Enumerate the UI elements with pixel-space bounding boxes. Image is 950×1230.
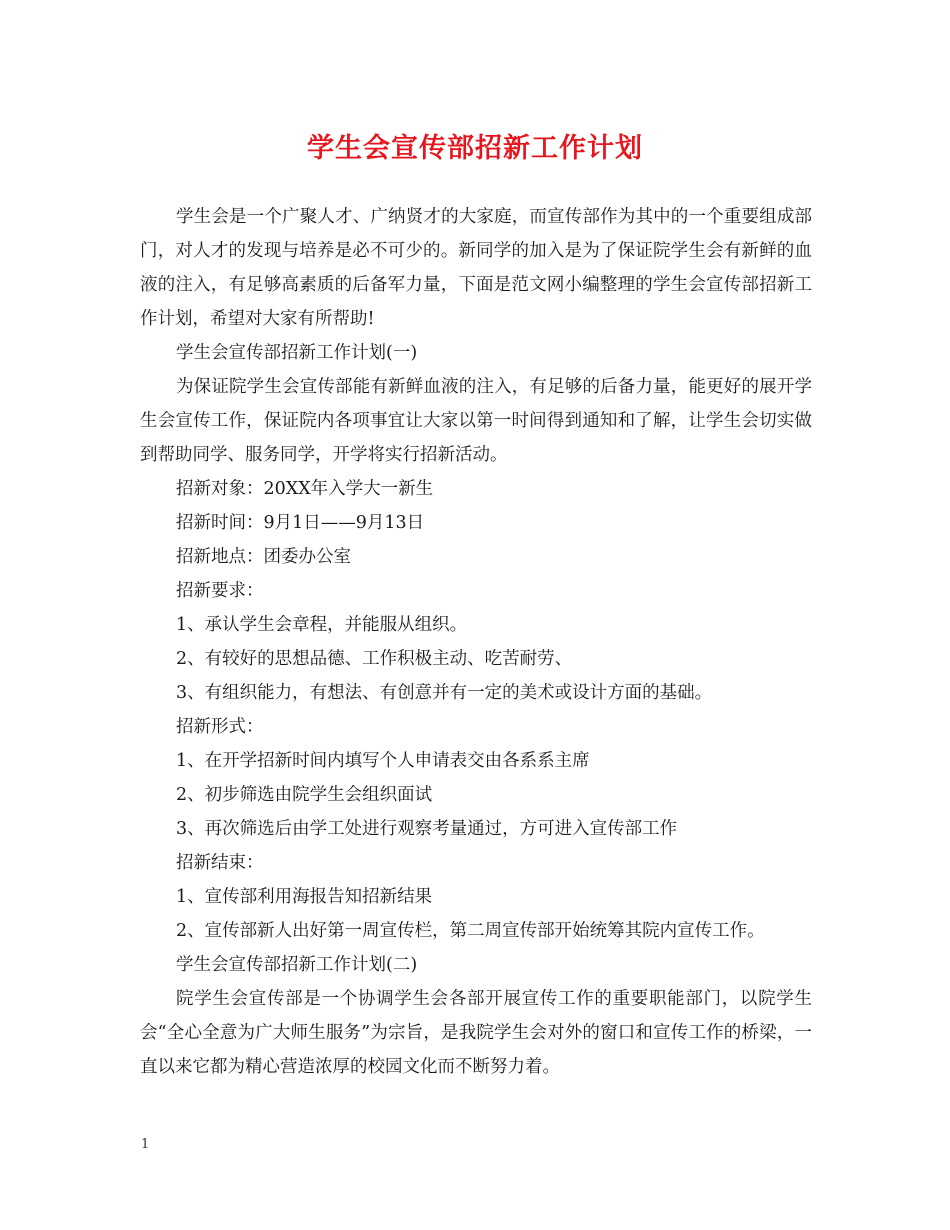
section-heading-plan-2: 学生会宣传部招新工作计划(二) (176, 955, 418, 975)
document-title: 学生会宣传部招新工作计划 (307, 133, 643, 164)
recruit-location: 招新地点：团委办公室 (176, 547, 351, 567)
requirement-item: 3、有组织能力，有想法、有创意并有一定的美术或设计方面的基础。 (176, 683, 713, 703)
paragraph-intro: 学生会是一个广聚人才、广纳贤才的大家庭，而宣传部作为其中的一个重要组成部门，对人才的发现与培养是必不可少的。新同学的加入是为了保证院学生会有新鲜的血液的注入，有足够高素质的后备军力量，下面是范文网小编整理的学生会宣传部招新工作计划，希望对大家有所帮助! (140, 207, 812, 329)
recruit-requirements-heading: 招新要求： (176, 581, 264, 601)
recruit-target: 招新对象：20XX年入学大一新生 (176, 479, 434, 499)
recruit-end-heading: 招新结束： (176, 853, 264, 873)
format-item: 1、在开学招新时间内填写个人申请表交由各系系主席 (176, 751, 590, 771)
document-body (140, 200, 812, 1084)
paragraph-plan-1-purpose: 为保证院学生会宣传部能有新鲜血液的注入，有足够的后备力量，能更好的展开学生会宣传工作，保证院内各项事宜让大家以第一时间得到通知和了解，让学生会切实做到帮助同学、服务同学，开学将实行招新活动。 (140, 377, 812, 465)
section-heading-plan-1: 学生会宣传部招新工作计划(一) (176, 343, 418, 363)
recruit-time: 招新时间：9月1日——9月13日 (176, 513, 425, 533)
format-item: 3、再次筛选后由学工处进行观察考量通过，方可进入宣传部工作 (176, 819, 678, 839)
requirement-item: 1、承认学生会章程，并能服从组织。 (176, 615, 468, 635)
requirement-item: 2、有较好的思想品德、工作积极主动、吃苦耐劳、 (176, 649, 573, 669)
end-item: 1、宣传部利用海报告知招新结果 (176, 887, 433, 907)
recruit-format-heading: 招新形式： (176, 717, 264, 737)
end-item: 2、宣传部新人出好第一周宣传栏，第二周宣传部开始统筹其院内宣传工作。 (176, 921, 765, 941)
paragraph-plan-2-intro: 院学生会宣传部是一个协调学生会各部开展宣传工作的重要职能部门，以院学生会“全心全意为广大师生服务”为宗旨，是我院学生会对外的窗口和宣传工作的桥梁，一直以来它都为精心营造浓厚的校园文化而不断努力着。 (140, 989, 812, 1077)
format-item: 2、初步筛选由院学生会组织面试 (176, 785, 433, 805)
page-number: 1 (141, 1137, 150, 1152)
